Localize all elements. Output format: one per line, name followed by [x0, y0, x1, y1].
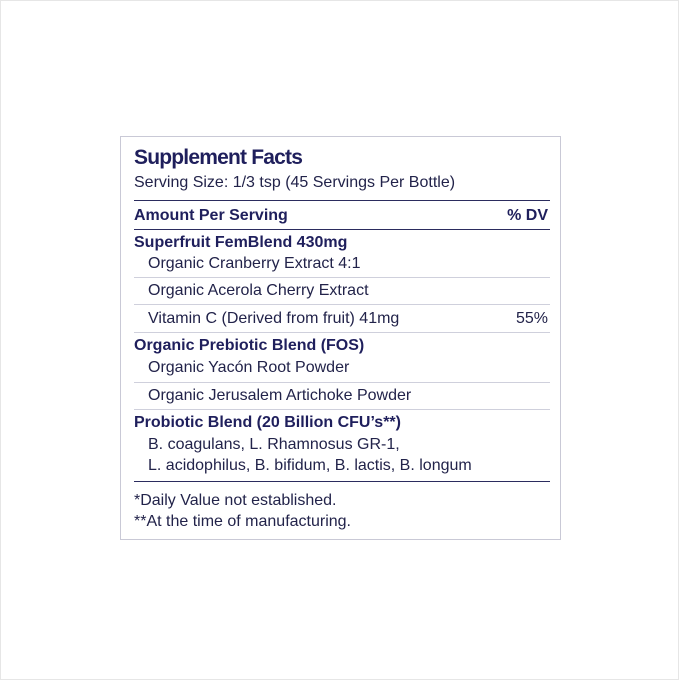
- row-divider: [134, 304, 550, 305]
- row-divider: [134, 277, 550, 278]
- ingredient-row: L. acidophilus, B. bifidum, B. lactis, B. longum: [148, 457, 472, 474]
- footnote: **At the time of manufacturing.: [134, 513, 351, 530]
- row-divider: [134, 409, 550, 410]
- panel-title: Supplement Facts: [134, 146, 303, 169]
- ingredient-row: B. coagulans, L. Rhamnosus GR-1,: [148, 436, 400, 453]
- supplement-facts-panel: [120, 136, 561, 540]
- ingredient-dv: 55%: [515, 310, 548, 327]
- footer-rule: [134, 481, 550, 482]
- ingredient-row: Organic Yacón Root Powder: [148, 359, 350, 376]
- serving-size: Serving Size: 1/3 tsp (45 Servings Per Bottle): [134, 174, 456, 191]
- header-bottom-rule: [134, 229, 550, 230]
- blend-name: Superfruit FemBlend 430mg: [134, 234, 348, 251]
- header-top-rule: [134, 200, 550, 201]
- ingredient-row: Organic Acerola Cherry Extract: [148, 282, 369, 299]
- ingredient-row: Organic Jerusalem Artichoke Powder: [148, 387, 412, 404]
- row-divider: [134, 382, 550, 383]
- ingredient-row: Vitamin C (Derived from fruit) 41mg: [148, 310, 400, 327]
- footnote: *Daily Value not established.: [134, 492, 337, 509]
- row-divider: [134, 332, 550, 333]
- blend-name: Organic Prebiotic Blend (FOS): [134, 337, 365, 354]
- dv-header: % DV: [507, 207, 548, 224]
- ingredient-row: Organic Cranberry Extract 4:1: [148, 255, 361, 272]
- blend-name: Probiotic Blend (20 Billion CFU’s**): [134, 414, 401, 431]
- amount-per-serving-header: Amount Per Serving: [134, 207, 288, 224]
